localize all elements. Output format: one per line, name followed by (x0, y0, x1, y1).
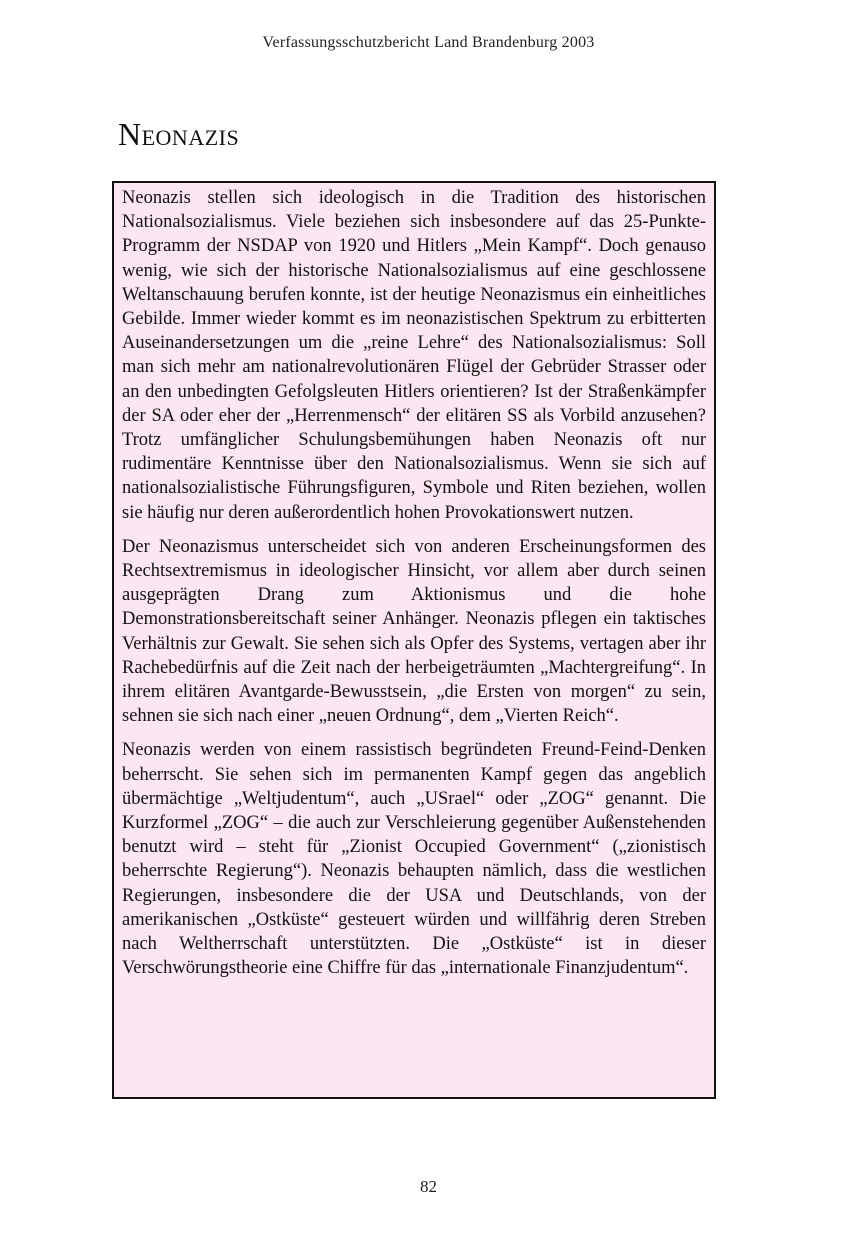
page-number: 82 (420, 1177, 437, 1196)
box-paragraph-2: Der Neonazismus unterscheidet sich von anderen Erscheinungsformen des Rechtsextremismus in ideologischer Hinsicht, vor allem aber durch seinen ausgeprägten Drang zum Aktionismus und die hohe Demonstrationsbereitschaft seiner Anhänger. Neonazis pflegen ein taktisches Verhältnis zur Gewalt. Sie sehen sich als Opfer des Systems, vertagen aber ihr Rachebedürfnis auf die Zeit nach der herbeigeträumten „Machtergreifung“. In ihrem elitären Avantgarde-Bewusstsein, „die Ersten von morgen“ zu sein, sehnen sie sich nach einer „neuen Ordnung“, dem „Vierten Reich“. (122, 536, 706, 727)
box-paragraph-3: Neonazis werden von einem rassistisch begründeten Freund-Feind-Denken beherrscht. Sie sehen sich im permanenten Kampf gegen das angeblich übermächtige „Weltjudentum“, auch „USrael“ oder „ZOG“ genannt. Die Kurzformel „ZOG“ – die auch zur Verschleierung gegenüber Außenstehenden benutzt wird – steht für „Zionist Occupied Government“ („zionistisch beherrschte Regierung“). Neonazis behaupten nämlich, dass die westlichen Regierungen, insbesondere die der USA und Deutschlands, von der amerikanischen „Ostküste“ gesteuert würden und willfährig deren Streben nach Weltherrschaft unterstützten. Die „Ostküste“ ist in dieser Verschwörungstheorie eine Chiffre für das „internationale Finanzjudentum“. (122, 740, 706, 979)
box-paragraph-1: Neonazis stellen sich ideologisch in die Tradition des historischen Nationalsozialismus. Viele beziehen sich insbesondere auf das 25-Punkte-Programm der NSDAP von 1920 und Hitlers „Mein Kampf“. Doch genauso wenig, wie sich der historische Nationalsozialismus auf eine geschlossene Weltanschauung berufen konnte, ist der heutige Neonazismus ein einheitliches Gebilde. Immer wieder kommt es im neonazistischen Spektrum zu erbitterten Auseinandersetzungen um die „reine Lehre“ des Nationalsozialismus: Soll man sich mehr am nationalrevolutionären Flügel der Gebrüder Strasser oder an den unbedingten Gefolgsleuten Hitlers orientieren? Ist der Straßenkämpfer der SA oder eher der „Herrenmensch“ der elitären SS als Vorbild anzusehen? Trotz umfänglicher Schulungsbemühungen haben Neonazis oft nur rudimentäre Kenntnisse über den Nationalsozialismus. Wenn sie sich auf nationalsozialistische Führungsfiguren, Symbole und Riten beziehen, wollen sie häufig nur deren außerordentlich hohen Provokationswert nutzen. (122, 188, 706, 523)
section-title: Neonazis (118, 116, 240, 152)
running-header: Verfassungsschutzbericht Land Brandenburg 2003 (262, 34, 595, 51)
info-box (112, 181, 716, 1099)
